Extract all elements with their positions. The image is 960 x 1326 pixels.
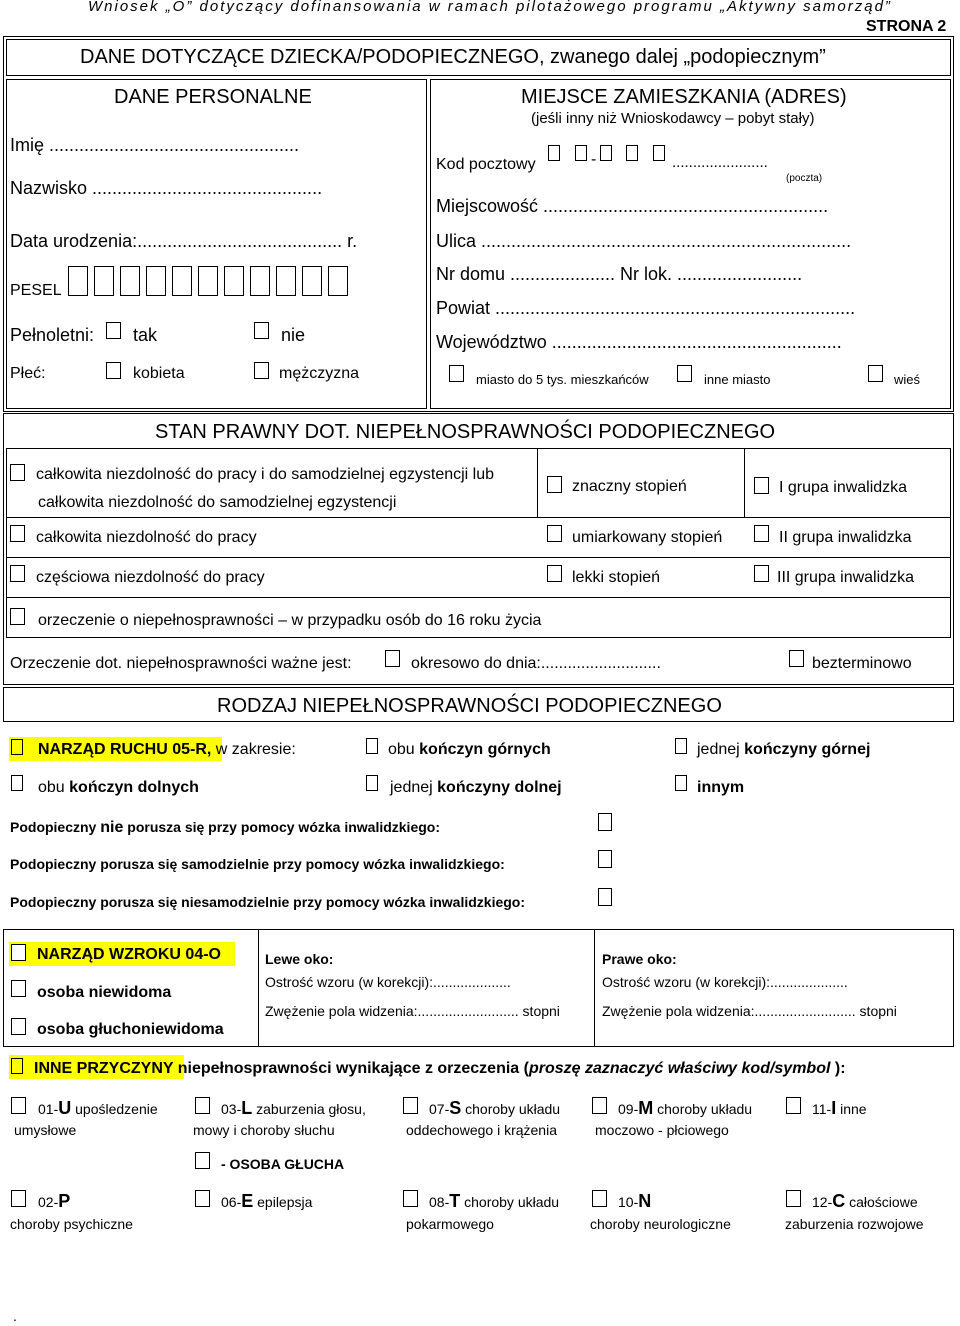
wozek-1-checkbox[interactable] — [598, 813, 612, 831]
code-07-label: 07-S choroby układu — [429, 1098, 561, 1118]
prawe-zwezenie-field[interactable]: Zwężenie pola widzenia:.......................... stopni — [602, 1003, 897, 1019]
wozek-3-label: Podopieczny porusza się niesamodzielnie przy pomocy wózka inwalidzkiego: — [10, 894, 526, 910]
code-07-checkbox[interactable] — [403, 1097, 418, 1114]
osoba-glucha-label: - OSOBA GŁUCHA — [221, 1156, 345, 1172]
lewe-zwezenie-field[interactable]: Zwężenie pola widzenia:.......................... stopni — [265, 1003, 560, 1019]
inne-przyczyny-checkbox[interactable] — [11, 1058, 23, 1074]
lewe-ostrosc-field[interactable]: Ostrość wzoru (w korekcji):.................... — [265, 974, 511, 990]
grupa-1-label: I grupa inwalidzka — [779, 479, 908, 496]
type-heading: RODZAJ NIEPEŁNOSPRAWNOŚCI PODOPIECZNEGO — [217, 695, 722, 717]
code-11-label: 11-I inne — [812, 1098, 867, 1118]
okresowo-checkbox[interactable] — [385, 650, 400, 667]
calkowita-1b-label: całkowita niezdolność do samodzielnej egzystencji — [38, 494, 397, 511]
divider — [258, 929, 259, 1047]
code-10-desc: choroby neurologiczne — [590, 1216, 731, 1232]
code-03-label: 03-L zaburzenia głosu, — [221, 1098, 366, 1118]
grupa-2-checkbox[interactable] — [754, 525, 769, 542]
lekki-label: lekki stopień — [572, 569, 661, 586]
code-02-desc: choroby psychiczne — [10, 1216, 133, 1232]
valid-label: Orzeczenie dot. niepełnosprawności ważne jest: — [10, 655, 352, 672]
czesciowa-label: częściowa niezdolność do pracy — [36, 569, 265, 586]
jednej-dolna-label: jednej kończyny dolnej — [390, 779, 562, 796]
miejscowosc-field[interactable]: Miejscowość ......................................................... — [436, 196, 829, 216]
divider — [537, 448, 538, 518]
postal-code-boxes[interactable]: - — [548, 145, 668, 170]
obu-gorne-label: obu kończyn górnych — [388, 741, 551, 758]
code-09-label: 09-M choroby układu — [618, 1098, 753, 1118]
wojewodztwo-field[interactable]: Województwo .......................................................... — [436, 332, 842, 352]
nie-checkbox[interactable] — [254, 322, 269, 339]
document-title: Wniosek „O” dotyczący dofinansowania w ramach pilotażowego programu „Aktywny samorząd” — [88, 0, 892, 15]
grupa-1-checkbox[interactable] — [754, 477, 769, 494]
code-01-label: 01-U upośledzenie — [38, 1098, 158, 1118]
okresowo-field[interactable]: okresowo do dnia:........................... — [411, 655, 661, 672]
code-07-desc: oddechowego i krążenia — [406, 1122, 557, 1138]
ruch-checkbox[interactable] — [11, 739, 23, 755]
code-08-checkbox[interactable] — [403, 1190, 418, 1207]
miasto-label: miasto do 5 tys. mieszkańców — [476, 372, 649, 387]
code-03-desc: mowy i choroby słuchu — [193, 1122, 335, 1138]
innym-label: innym — [697, 779, 745, 796]
lewe-oko-label: Lewe oko: — [265, 951, 334, 967]
code-12-checkbox[interactable] — [786, 1190, 801, 1207]
orzeczenie-16-checkbox[interactable] — [10, 608, 25, 625]
umiarkowany-checkbox[interactable] — [547, 525, 562, 542]
mezczyzna-label: mężczyzna — [279, 365, 360, 382]
code-03-checkbox[interactable] — [195, 1097, 210, 1114]
calkowita-1-label: całkowita niezdolność do pracy i do samodzielnej egzystencji lub — [36, 466, 495, 483]
nie-label: nie — [281, 325, 306, 345]
prawe-oko-label: Prawe oko: — [602, 951, 677, 967]
personal-heading: DANE PERSONALNE — [114, 86, 312, 108]
page-number: STRONA 2 — [866, 18, 947, 35]
znaczny-checkbox[interactable] — [547, 476, 562, 493]
jednej-dolna-checkbox[interactable] — [366, 775, 378, 791]
code-02-label: 02-P — [38, 1191, 71, 1211]
calkowita-1-checkbox[interactable] — [10, 464, 25, 481]
code-11-checkbox[interactable] — [786, 1097, 801, 1114]
niewidoma-checkbox[interactable] — [11, 980, 26, 997]
code-01-desc: umysłowe — [14, 1122, 77, 1138]
kobieta-label: kobieta — [133, 365, 185, 382]
code-08-desc: pokarmowego — [406, 1216, 494, 1232]
tak-label: tak — [133, 325, 158, 345]
tak-checkbox[interactable] — [106, 322, 121, 339]
divider — [594, 929, 595, 1047]
inne-miasto-checkbox[interactable] — [677, 365, 692, 382]
code-08-label: 08-T choroby układu — [429, 1191, 560, 1211]
powiat-field[interactable]: Powiat ........................................................................ — [436, 298, 856, 318]
plec-label: Płeć: — [10, 365, 46, 382]
grupa-3-label: III grupa inwalidzka — [777, 569, 914, 586]
wozek-3-checkbox[interactable] — [598, 888, 612, 906]
nazwisko-field[interactable]: Nazwisko .............................................. — [10, 178, 323, 198]
footer-mark: . — [13, 1308, 17, 1324]
inne-miasto-label: inne miasto — [704, 372, 771, 387]
code-12-label: 12-C całościowe — [812, 1191, 918, 1211]
imie-field[interactable]: Imię .................................................. — [10, 135, 300, 155]
obu-dolne-checkbox[interactable] — [11, 775, 23, 791]
child-heading: DANE DOTYCZĄCE DZIECKA/PODOPIECZNEGO, zwanego dalej „podopiecznym” — [80, 46, 826, 68]
wies-label: wieś — [894, 372, 921, 387]
znaczny-label: znaczny stopień — [572, 478, 687, 495]
divider — [744, 448, 745, 518]
grupa-3-checkbox[interactable] — [754, 565, 769, 582]
calkowita-2-checkbox[interactable] — [10, 525, 25, 542]
gluchoniewidoma-label: osoba głuchoniewidoma — [37, 1021, 224, 1038]
code-10-label: 10-N — [618, 1191, 652, 1211]
osoba-glucha-checkbox[interactable] — [195, 1152, 210, 1169]
gluchoniewidoma-checkbox[interactable] — [11, 1018, 26, 1035]
address-subheading: (jeśli inny niż Wnioskodawcy – pobyt stały) — [531, 110, 815, 127]
wzrok-label: NARZĄD WZROKU 04-O — [37, 946, 221, 963]
code-02-checkbox[interactable] — [11, 1190, 26, 1207]
grupa-2-label: II grupa inwalidzka — [779, 529, 912, 546]
umiarkowany-label: umiarkowany stopień — [572, 529, 723, 546]
orzeczenie-16-label: orzeczenie o niepełnosprawności – w przypadku osób do 16 roku życia — [38, 612, 542, 629]
bezterminowo-checkbox[interactable] — [789, 650, 804, 667]
wozek-2-checkbox[interactable] — [598, 850, 612, 868]
bezterminowo-label: bezterminowo — [812, 655, 912, 672]
kod-label: Kod pocztowy — [436, 156, 536, 173]
ulica-field[interactable]: Ulica .......................................................................... — [436, 231, 852, 251]
miasto-checkbox[interactable] — [449, 365, 464, 382]
mezczyzna-checkbox[interactable] — [254, 362, 269, 379]
obu-dolne-label: obu kończyn dolnych — [38, 779, 199, 796]
inne-przyczyny-label: INNE PRZYCZYNY niepełnosprawności wynikające z orzeczenia (proszę zaznaczyć właściwy kod/symbol ): — [34, 1060, 846, 1077]
code-09-desc: moczowo - płciowego — [595, 1122, 729, 1138]
wzrok-checkbox[interactable] — [11, 944, 26, 961]
kobieta-checkbox[interactable] — [106, 362, 121, 379]
code-09-checkbox[interactable] — [592, 1097, 607, 1114]
ruch-label: NARZĄD RUCHU 05-R, w zakresie: — [38, 741, 296, 758]
code-01-checkbox[interactable] — [11, 1097, 26, 1114]
wies-checkbox[interactable] — [868, 365, 883, 382]
prawe-ostrosc-field[interactable]: Ostrość wzoru (w korekcji):.................... — [602, 974, 848, 990]
nr-domu-field[interactable]: Nr domu ..................... Nr lok. ......................... — [436, 264, 803, 284]
legal-heading: STAN PRAWNY DOT. NIEPEŁNOSPRAWNOŚCI PODOPIECZNEGO — [155, 421, 776, 443]
wozek-1-label: Podopieczny nie porusza się przy pomocy wózka inwalidzkiego: — [10, 819, 441, 836]
wozek-2-label: Podopieczny porusza się samodzielnie przy pomocy wózka inwalidzkiego: — [10, 856, 505, 872]
code-12-desc: zaburzenia rozwojowe — [785, 1216, 924, 1232]
code-10-checkbox[interactable] — [592, 1190, 607, 1207]
code-06-checkbox[interactable] — [195, 1190, 210, 1207]
calkowita-2-label: całkowita niezdolność do pracy — [36, 529, 257, 546]
birthdate-field[interactable]: Data urodzenia:......................................... r. — [10, 231, 358, 251]
address-heading: MIEJSCE ZAMIESZKANIA (ADRES) — [521, 86, 847, 108]
pelnoletni-label: Pełnoletni: — [10, 325, 95, 345]
czesciowa-checkbox[interactable] — [10, 565, 25, 582]
poczta-caption: (poczta) — [786, 173, 823, 184]
poczta-field[interactable]: ....................... — [672, 154, 768, 171]
innym-checkbox[interactable] — [675, 775, 687, 791]
jednej-gorna-label: jednej kończyny górnej — [697, 741, 871, 758]
obu-gorne-checkbox[interactable] — [366, 738, 378, 754]
code-06-label: 06-E epilepsja — [221, 1191, 313, 1211]
pesel-label: PESEL — [10, 282, 62, 299]
niewidoma-label: osoba niewidoma — [37, 984, 172, 1001]
lekki-checkbox[interactable] — [547, 565, 562, 582]
jednej-gorna-checkbox[interactable] — [675, 738, 687, 754]
